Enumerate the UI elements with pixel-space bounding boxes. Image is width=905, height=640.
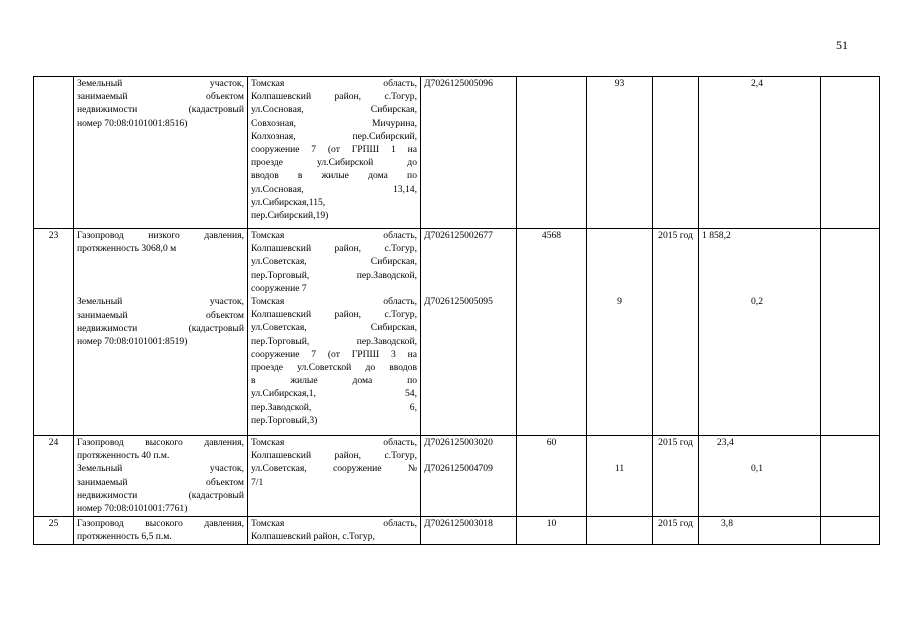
object-name: Газопровод низкого давления, протяженность 3068,0 м Земельный участок, занимаемый объектом недвижимости (кадастровый номер 70:08:0101001:8519) [74, 229, 248, 436]
length-value [517, 77, 587, 229]
row-number: 25 [34, 517, 74, 545]
cadastral-number: Д7026125005096 [421, 77, 517, 229]
area-value: 9 [587, 229, 653, 436]
cadastral-number: Д7026125002677 Д7026125005095 [421, 229, 517, 436]
value-b: 2,4 [751, 78, 763, 89]
length-value: 60 [517, 436, 587, 517]
table-row [34, 436, 880, 517]
notes-cell [821, 436, 880, 517]
length-value: 10 [517, 517, 587, 545]
row-number [34, 77, 74, 229]
area-value: 93 [587, 77, 653, 229]
object-address: Томская область, Колпашевский район, с.Тогур, ул.Советская, сооружение № 7/1 [248, 436, 421, 517]
table-row [34, 229, 880, 436]
value-cell [699, 77, 821, 229]
object-name: Земельный участок, занимаемый объектом недвижимости (кадастровый номер 70:08:0101001:8516) [74, 77, 248, 229]
table-row [34, 517, 880, 545]
object-name: Газопровод высокого давления, протяженность 6,5 п.м. [74, 517, 248, 545]
cadastral-number: Д7026125003020 Д7026125004709 [421, 436, 517, 517]
value-a: 3,8 [721, 518, 733, 529]
year-value [653, 77, 699, 229]
value-a: 23,4 [717, 437, 734, 448]
year-value: 2015 год [653, 517, 699, 545]
notes-cell [821, 77, 880, 229]
area-value: 11 [587, 436, 653, 517]
value-cell [699, 517, 821, 545]
value-a: 1 858,2 [702, 230, 731, 241]
row-number: 23 [34, 229, 74, 436]
table-row [34, 77, 880, 229]
object-name: Газопровод высокого давления, протяженность 40 п.м. Земельный участок, занимаемый объектом недвижимости (кадастровый номер 70:08:0101001:7761) [74, 436, 248, 517]
notes-cell [821, 517, 880, 545]
year-value: 2015 год [653, 229, 699, 436]
page-number: 51 [836, 38, 848, 52]
value-cell [699, 229, 821, 436]
property-registry-table [33, 76, 880, 545]
value-b: 0,2 [751, 296, 763, 307]
value-b: 0,1 [751, 463, 763, 474]
notes-cell [821, 229, 880, 436]
row-number: 24 [34, 436, 74, 517]
year-value: 2015 год [653, 436, 699, 517]
object-address: Томская область, Колпашевский район, с.Тогур, ул.Сосновая, Сибирская, Совхозная, Мичурина, Колхозная, пер.Сибирский, сооружение 7 (от ГРПШ 1 на проезде ул.Сибирской до вводов в жилые дома по ул.Сосновая, 13,14, ул.Сибирская,115, пер.Сибирский,19) [248, 77, 421, 229]
object-address: Томская область, Колпашевский район, с.Тогур, [248, 517, 421, 545]
object-address: Томская область, Колпашевский район, с.Тогур, ул.Советская, Сибирская, пер.Торговый, пер.Заводской, сооружение 7 Томская область, Колпашевский район, с.Тогур, ул.Советская, Сибирская, пер.Торговый, пер.Заводской, сооружение 7 (от ГРПШ 3 на проезде ул.Советской до вводов в жилые дома по ул.Сибирская,1, 54, пер.Заводской, 6, пер.Торговый,3) [248, 229, 421, 436]
cadastral-number: Д7026125003018 [421, 517, 517, 545]
length-value: 4568 [517, 229, 587, 436]
value-cell [699, 436, 821, 517]
area-value [587, 517, 653, 545]
